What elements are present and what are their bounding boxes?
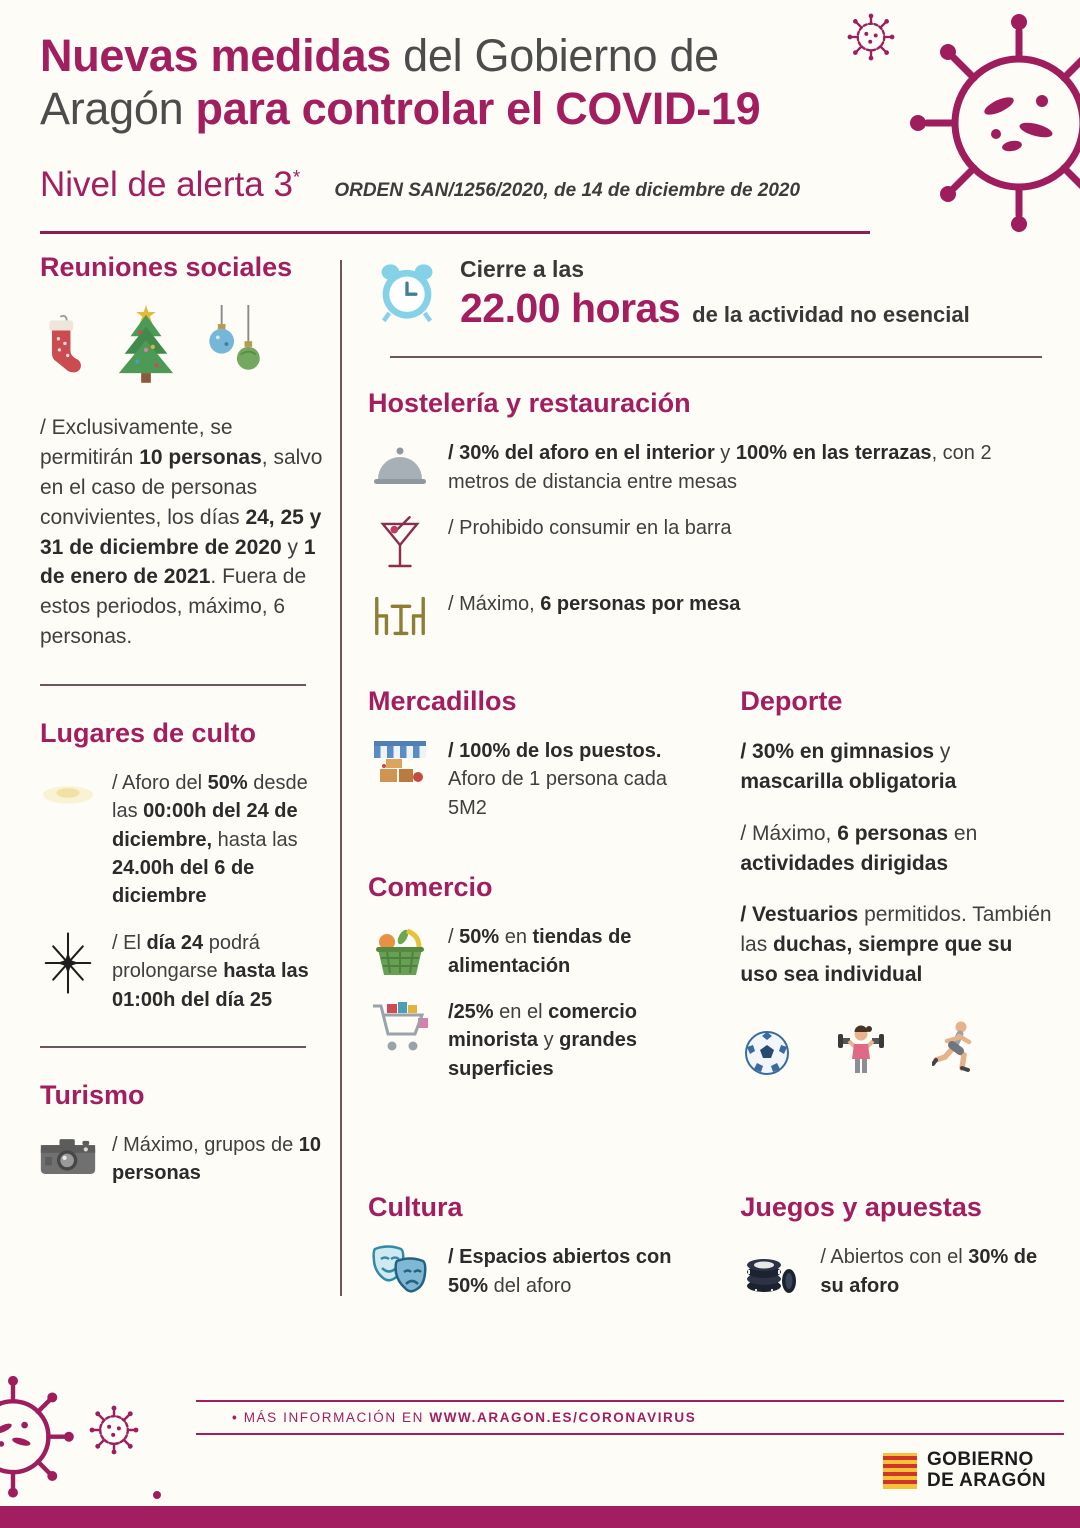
culto-item-text: / El día 24 podrá prolongarse hasta las 01:00h del día 25 <box>112 931 309 1011</box>
order-reference: ORDEN SAN/1256/2020, de 14 de diciembre de 2020 <box>334 180 801 202</box>
running-icon <box>932 1020 976 1076</box>
theater-masks-icon <box>368 1243 432 1297</box>
gobierno-aragon-logo <box>883 1450 1046 1491</box>
lower-columns <box>368 686 1052 1326</box>
culto-item-text: / Aforo del 50% desde las 00:00h del 24 de diciembre, hasta las 24.00h del 6 de diciembre <box>112 771 308 908</box>
culto-item-dia24 <box>40 929 326 1014</box>
virus-small-icon <box>846 12 896 62</box>
turismo-item <box>40 1131 326 1188</box>
shopping-cart-icon <box>368 998 432 1054</box>
section-title-reuniones: Reuniones sociales <box>40 252 293 283</box>
horizontal-divider <box>390 356 1042 358</box>
section-title-cultura: Cultura <box>368 1192 463 1223</box>
aragon-flag-icon <box>883 1453 917 1489</box>
cultura-item-text: / Espacios abiertos con 50% del aforo <box>448 1246 672 1297</box>
section-lugares-de-culto <box>40 718 326 1014</box>
bottom-left-decoration <box>0 1372 164 1502</box>
top-right-decoration <box>846 6 1080 241</box>
poker-chips-icon <box>740 1243 804 1295</box>
section-title-mercadillos: Mercadillos <box>368 686 517 717</box>
section-title-juegos: Juegos y apuestas <box>740 1192 982 1223</box>
market-stall-icon <box>368 737 432 793</box>
section-turismo <box>40 1080 326 1188</box>
deporte-item-text: / Máximo, 6 personas en actividades dirigidas <box>740 821 978 875</box>
logo-line2: DE ARAGÓN <box>926 1469 1046 1491</box>
alert-level: Nivel de alerta 3* <box>40 165 301 205</box>
closing-line2: de la actividad no esencial <box>692 302 970 328</box>
virus-small-icon <box>88 1404 140 1456</box>
culto-item-aforo <box>40 769 326 911</box>
section-title-hosteleria: Hostelería y restauración <box>368 388 691 419</box>
footer <box>0 1400 1080 1528</box>
hosteleria-item-text: / Máximo, 6 personas por mesa <box>448 593 741 616</box>
sparkle-star-icon <box>40 929 96 995</box>
section-juegos-apuestas <box>740 1192 1052 1318</box>
alarm-clock-icon <box>378 261 436 328</box>
comercio-item-text: / 50% en tiendas de alimentación <box>448 926 632 977</box>
hosteleria-item-mesa <box>368 590 1052 638</box>
hosteleria-item-aforo <box>368 439 1052 496</box>
deporte-column <box>740 686 1052 1192</box>
candle-glow-icon <box>40 769 96 811</box>
section-title-turismo: Turismo <box>40 1079 145 1110</box>
section-cultura <box>368 1192 698 1318</box>
section-mercadillos <box>368 686 698 822</box>
soccer-ball-icon <box>744 1030 790 1076</box>
section-title-comercio: Comercio <box>368 872 493 903</box>
cocktail-icon <box>368 514 432 572</box>
middle-column <box>368 686 698 1192</box>
cultura-item <box>368 1243 698 1300</box>
closing-time-value: 22.00 horas <box>460 285 681 332</box>
right-column <box>342 252 1052 1326</box>
section-comercio <box>368 872 698 1083</box>
virus-large-icon <box>0 1372 78 1502</box>
closing-line1: Cierre a las <box>460 256 585 283</box>
reuniones-body-text: / Exclusivamente, se permitirán 10 personas, salvo en el caso de personas convivientes, los días 24, 25 y 31 de diciembre de 2020 y 1 de enero de 2021. Fuera de estos periodos, máximo, 6 personas. <box>40 416 323 648</box>
table-chairs-icon <box>368 590 432 638</box>
more-info-bar: • MÁS INFORMACIÓN EN WWW.ARAGON.ES/CORONAVIRUS <box>196 1400 1064 1435</box>
bottom-accent-bar <box>0 1506 1080 1528</box>
section-hosteleria <box>368 388 1052 638</box>
horizontal-divider <box>40 684 306 686</box>
deporte-item-text: / 30% en gimnasios y mascarilla obligatoria <box>740 740 957 793</box>
gobierno-aragon-text <box>927 1450 1046 1491</box>
sport-icons-row <box>740 1020 1052 1076</box>
juegos-item <box>740 1243 1052 1300</box>
left-column <box>40 252 340 1326</box>
virus-dot-icon <box>150 1488 164 1502</box>
comercio-item-text: /25% en el comercio minorista y grandes superficies <box>448 1001 638 1080</box>
baubles-icon <box>204 305 266 385</box>
header-divider <box>40 231 870 234</box>
section-deporte <box>740 686 1052 1076</box>
comercio-item-minorista <box>368 998 698 1083</box>
comercio-item-alimentacion <box>368 923 698 980</box>
turismo-item-text: / Máximo, grupos de 10 personas <box>112 1133 321 1185</box>
serving-tray-icon <box>368 439 432 491</box>
juegos-item-text: / Abiertos con el 30% de su aforo <box>820 1246 1038 1297</box>
virus-large-icon <box>904 6 1080 241</box>
hosteleria-item-text: / Prohibido consumir en la barra <box>448 517 732 540</box>
logo-line1: GOBIERNO <box>926 1449 1034 1470</box>
hosteleria-item-text: / 30% del aforo en el interior y 100% en las terrazas, con 2 metros de distancia entre mesas <box>448 442 992 493</box>
horizontal-divider <box>40 1046 306 1048</box>
grocery-basket-icon <box>368 923 432 979</box>
mercadillos-item-text: / 100% de los puestos. Aforo de 1 persona cada 5M2 <box>448 740 668 819</box>
mercadillos-item <box>368 737 698 822</box>
section-title-culto: Lugares de culto <box>40 717 257 748</box>
christmas-tree-icon <box>114 303 178 385</box>
deporte-item-text: / Vestuarios permitidos. También las duchas, siempre que su uso sea individual <box>740 903 1052 986</box>
camera-icon <box>40 1131 96 1181</box>
christmas-stocking-icon <box>40 313 88 385</box>
closing-time-banner <box>368 252 1052 332</box>
hosteleria-item-barra <box>368 514 1052 572</box>
section-title-deporte: Deporte <box>740 686 843 717</box>
weightlifting-icon <box>836 1022 886 1076</box>
page-title: Nuevas medidas del Gobierno de Aragón para controlar el COVID-19 <box>40 30 761 134</box>
content <box>0 234 1080 1326</box>
closing-time-text <box>460 256 970 332</box>
christmas-icons-row <box>40 303 326 385</box>
section-reuniones-sociales <box>40 252 326 652</box>
